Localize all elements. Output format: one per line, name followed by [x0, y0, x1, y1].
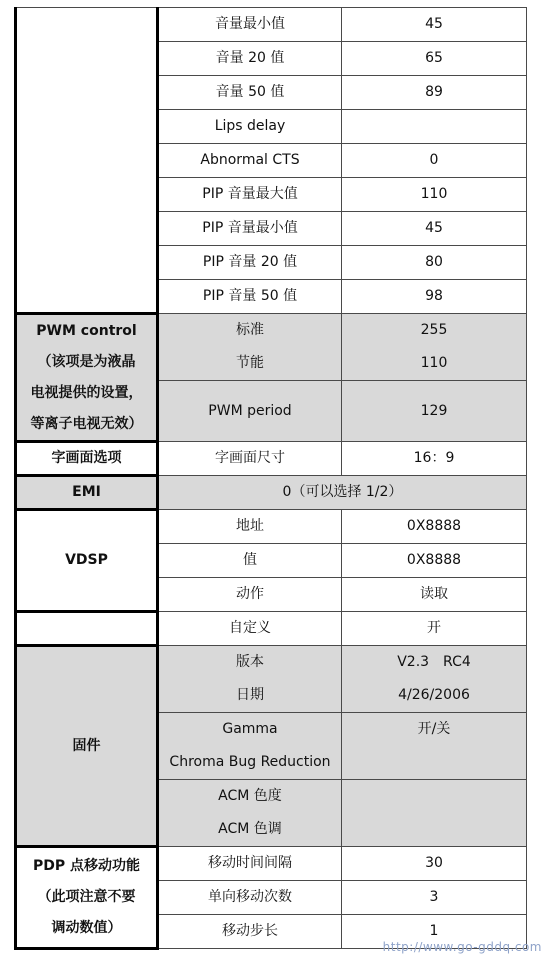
- param-cell: 音量最小值: [158, 8, 342, 42]
- value-cell: 65: [342, 42, 527, 76]
- value-cell: 110: [342, 178, 527, 212]
- param-line: Chroma Bug Reduction: [169, 754, 331, 770]
- value-cell: [342, 314, 527, 381]
- param-line: 版本: [236, 654, 264, 670]
- category-firmware: 固件: [16, 646, 158, 847]
- value-cell: 读取: [342, 578, 527, 612]
- value-line: 110: [420, 355, 448, 371]
- value-cell: 0: [342, 144, 527, 178]
- param-cell: PIP 音量最小值: [158, 212, 342, 246]
- value-line: 255: [420, 322, 448, 338]
- table-row: [16, 442, 527, 476]
- category-audio: [16, 8, 158, 314]
- param-cell: [158, 780, 342, 847]
- category-pwm: [16, 314, 158, 442]
- param-cell: 动作: [158, 578, 342, 612]
- value-cell: [342, 110, 527, 144]
- category-line: （此项注意不要: [37, 889, 136, 905]
- value-cell: 开/关: [342, 713, 527, 780]
- param-line: 节能: [236, 355, 264, 371]
- category-aspect: 字画面选项: [16, 442, 158, 476]
- param-cell: PIP 音量 20 值: [158, 246, 342, 280]
- param-line: 日期: [236, 687, 264, 703]
- value-cell: [342, 646, 527, 713]
- param-cell: 值: [158, 544, 342, 578]
- value-cell: 0（可以选择 1/2）: [158, 476, 527, 510]
- table-row: [16, 314, 527, 381]
- param-cell: 单向移动次数: [158, 881, 342, 915]
- param-cell: 移动时间间隔: [158, 847, 342, 881]
- param-cell: PIP 音量 50 值: [158, 280, 342, 314]
- value-cell: 开: [342, 612, 527, 646]
- value-cell: 16：9: [342, 442, 527, 476]
- value-cell: 0X8888: [342, 544, 527, 578]
- category-line: 调动数值）: [51, 920, 122, 936]
- category-line: （该项是为液晶: [37, 353, 136, 370]
- param-cell: Abnormal CTS: [158, 144, 342, 178]
- value-cell: 30: [342, 847, 527, 881]
- value-cell: 1: [342, 915, 527, 949]
- value-line: 4/26/2006: [398, 687, 470, 703]
- table-row: [16, 476, 527, 510]
- param-line: 标准: [236, 322, 264, 338]
- param-cell: 移动步长: [158, 915, 342, 949]
- table-row: [16, 8, 527, 42]
- category-vdsp: VDSP: [16, 510, 158, 612]
- value-cell: 129: [342, 381, 527, 442]
- param-cell: 音量 20 值: [158, 42, 342, 76]
- category-line: PWM control: [36, 322, 137, 339]
- value-cell: 98: [342, 280, 527, 314]
- value-cell: [342, 780, 527, 847]
- param-cell: [158, 713, 342, 780]
- param-cell: PWM period: [158, 381, 342, 442]
- table-row: [16, 847, 527, 881]
- param-line: ACM 色度: [218, 788, 282, 804]
- category-custom: [16, 612, 158, 646]
- param-cell: Lips delay: [158, 110, 342, 144]
- param-cell: 字画面尺寸: [158, 442, 342, 476]
- value-cell: 45: [342, 212, 527, 246]
- param-cell: [158, 314, 342, 381]
- category-emi: EMI: [16, 476, 158, 510]
- table-row: [16, 510, 527, 544]
- category-line: 等离子电视无效）: [30, 415, 143, 432]
- spec-table: [14, 7, 527, 950]
- param-cell: 音量 50 值: [158, 76, 342, 110]
- value-line: V2.3 RC4: [397, 654, 471, 670]
- value-cell: 45: [342, 8, 527, 42]
- param-cell: PIP 音量最大值: [158, 178, 342, 212]
- watermark-text: http://www.go-gddq.com: [382, 940, 542, 954]
- value-cell: 80: [342, 246, 527, 280]
- category-line: PDP 点移动功能: [32, 858, 141, 874]
- category-line: 电视提供的设置，: [30, 384, 143, 401]
- value-cell: 0X8888: [342, 510, 527, 544]
- param-cell: 自定义: [158, 612, 342, 646]
- category-pdp: [16, 847, 158, 949]
- param-cell: 地址: [158, 510, 342, 544]
- param-line: ACM 色调: [218, 821, 282, 837]
- table-row: [16, 612, 527, 646]
- value-cell: 89: [342, 76, 527, 110]
- param-cell: [158, 646, 342, 713]
- table-row: [16, 646, 527, 713]
- value-cell: 3: [342, 881, 527, 915]
- param-line: Gamma: [222, 721, 278, 737]
